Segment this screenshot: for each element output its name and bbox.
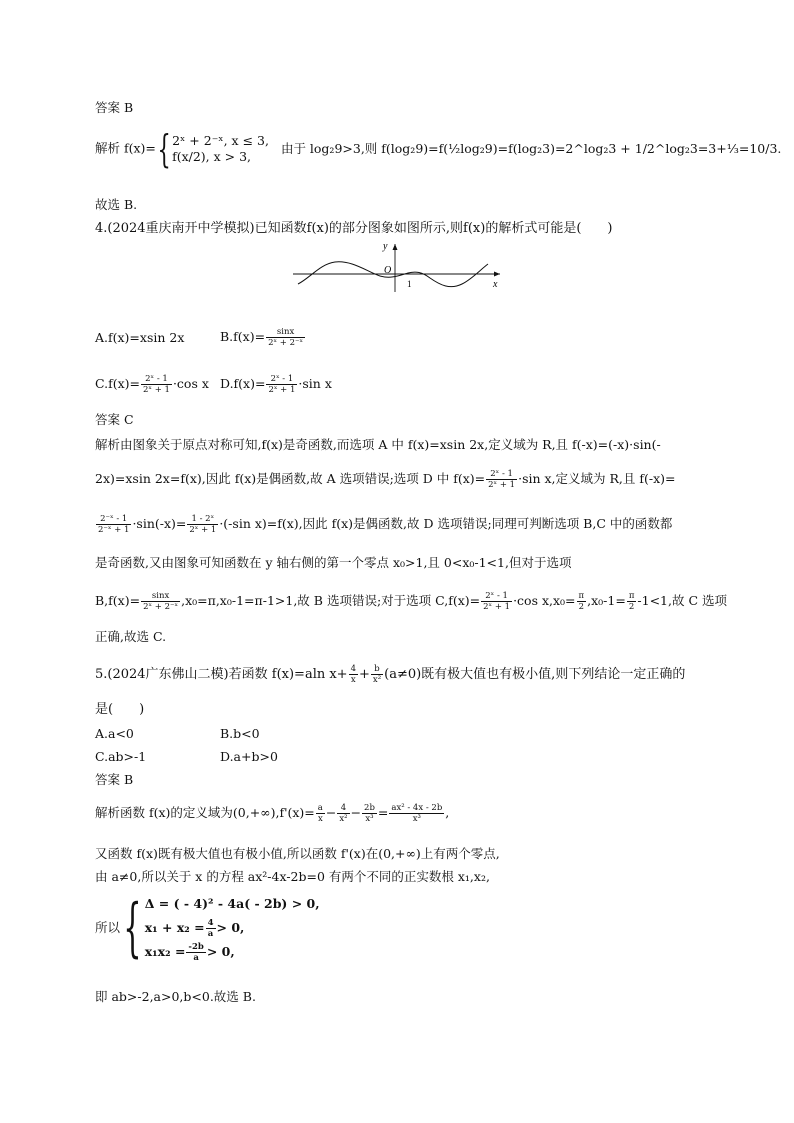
frac-denominator: x³ bbox=[412, 814, 421, 824]
frac-denominator: 2ˣ + 2⁻ˣ bbox=[143, 602, 179, 612]
frac-denominator: a bbox=[193, 953, 199, 963]
frac-numerator: 2ˣ - 1 bbox=[481, 591, 512, 602]
frac-denominator: 2ˣ + 1 bbox=[488, 480, 516, 490]
frac-denominator: 2 bbox=[578, 602, 585, 612]
fraction bbox=[486, 469, 517, 490]
fraction bbox=[96, 514, 131, 535]
frac-denominator: a bbox=[207, 929, 214, 939]
piecewise-cases bbox=[172, 133, 269, 165]
q4-option-d bbox=[220, 374, 332, 395]
frac-numerator: ax² - 4x - 2b bbox=[391, 803, 443, 813]
q3-answer: 答案 B bbox=[95, 100, 134, 115]
q4-option-b-prefix: B.f(x)= bbox=[220, 329, 266, 344]
q5-analysis-line-2: 又函数 f(x)既有极大值也有极小值,所以函数 f'(x)在(0,+∞)上有两个零点, bbox=[95, 846, 500, 861]
frac-denominator: 2ˣ + 1 bbox=[143, 385, 170, 395]
q4-analysis-line-6: 正确,故选 C. bbox=[95, 629, 167, 644]
frac-numerator: 2⁻ˣ - 1 bbox=[96, 514, 131, 525]
text-segment: 所以 bbox=[95, 920, 121, 935]
q5-stem-line-2: 是( ) bbox=[95, 702, 145, 717]
frac-denominator: x² bbox=[339, 814, 348, 824]
q3-analysis bbox=[95, 127, 782, 171]
q5-option-d: D.a+b>0 bbox=[220, 749, 278, 764]
frac-numerator: 2ˣ - 1 bbox=[141, 374, 172, 385]
text-segment: B,f(x)= bbox=[95, 593, 141, 608]
frac-denominator: 2ˣ + 1 bbox=[483, 602, 511, 612]
piece-2: f(x/2), x > 3, bbox=[172, 149, 252, 164]
q4-option-c-suffix: ·cos x bbox=[172, 376, 209, 391]
q4-graph bbox=[290, 240, 505, 295]
y-axis-arrow bbox=[393, 244, 398, 250]
frac-numerator: 2b bbox=[364, 803, 375, 813]
fraction bbox=[577, 591, 587, 612]
frac-denominator: 2⁻ˣ + 1 bbox=[98, 525, 130, 535]
q4-analysis-line-2 bbox=[95, 469, 676, 490]
frac-denominator: 2ˣ + 1 bbox=[268, 385, 296, 395]
text-segment: ·cos x,x₀= bbox=[513, 593, 576, 608]
fraction bbox=[187, 514, 218, 535]
text-segment: x₁x₂ = bbox=[144, 944, 186, 959]
q4-option-b-fraction bbox=[266, 327, 305, 348]
q4-analysis-line-4: 是奇函数,又由图象可知函数在 y 轴右侧的第一个零点 x₀>1,且 0<x₀-1<1,但对于选项 bbox=[95, 555, 572, 570]
fraction bbox=[141, 591, 180, 612]
frac-numerator: 4 bbox=[337, 803, 349, 814]
text-segment: 解析函数 f(x)的定义域为(0,+∞),f'(x)= bbox=[95, 805, 315, 820]
q4-option-c bbox=[95, 374, 209, 395]
q5-analysis-line-1: 解析函数 f(x)的定义域为(0,+∞),f'(x)= $\frac{a}{x}$ − $\frac{4}{\text{x²}}$ − $\frac{2b}{\text{x³}}$ = $\frac{\text{ax² - 4x - 2b}}{\text{x³}}$ , bbox=[95, 803, 450, 824]
frac-numerator: 2ˣ - 1 bbox=[486, 469, 517, 480]
fraction bbox=[337, 803, 349, 824]
q5-option-a: A.a<0 bbox=[95, 726, 134, 741]
q4-option-a: A.f(x)=xsin 2x bbox=[95, 330, 185, 345]
frac-numerator: 4 bbox=[207, 918, 214, 928]
frac-numerator: 4 bbox=[350, 664, 357, 674]
fraction bbox=[186, 942, 205, 963]
q4-analysis-line-5 bbox=[95, 591, 727, 612]
q5-system bbox=[95, 892, 320, 964]
text-segment: (a≠0)既有极大值也有极小值,则下列结论一定正确的 bbox=[384, 667, 686, 682]
fraction bbox=[627, 591, 637, 612]
fraction bbox=[371, 664, 383, 685]
q4-stem: 4.(2024重庆南开中学模拟)已知函数f(x)的部分图象如图所示,则f(x)的解析式可能是( ) bbox=[95, 221, 613, 236]
q4-option-b bbox=[220, 327, 306, 348]
frac-numerator: π bbox=[628, 591, 635, 601]
frac-numerator: sinx bbox=[141, 591, 180, 602]
frac-numerator: -2b bbox=[188, 942, 204, 952]
q4-option-d-prefix: D.f(x)= bbox=[220, 376, 266, 391]
text-segment: 5.(2024广东佛山二模)若函数 f(x)=aln x+ bbox=[95, 667, 348, 682]
fraction bbox=[316, 803, 325, 824]
fraction bbox=[206, 918, 216, 939]
fraction bbox=[362, 803, 377, 824]
fraction bbox=[349, 664, 358, 685]
q4-analysis-line-3 bbox=[95, 514, 672, 535]
q5-stem: 5.(2024广东佛山二模)若函数 f(x)=aln x+ $\frac{4}{x}$ + $\frac{b}{\text{x²}}$ (a≠0)既有极大值也有极小值,则下列结论一定正确的 bbox=[95, 664, 686, 685]
q4-option-d-suffix: ·sin x bbox=[298, 376, 332, 391]
frac-denominator: x² bbox=[372, 675, 382, 685]
q3-conclusion: 故选 B. bbox=[95, 197, 138, 212]
q4-analysis-line-1: 解析由图象关于原点对称可知,f(x)是奇函数,而选项 A 中 f(x)=xsin 2x,定义域为 R,且 f(-x)=(-x)·sin(- bbox=[95, 437, 661, 452]
tick-label-1: 1 bbox=[407, 279, 412, 289]
origin-label: O bbox=[384, 265, 392, 276]
text-segment: 2x)=xsin 2x=f(x),因此 f(x)是偶函数,故 A 选项错误;选项 D 中 f(x)= bbox=[95, 471, 486, 486]
frac-numerator: 2ˣ - 1 bbox=[266, 374, 297, 385]
text-segment: > 0, bbox=[216, 920, 245, 935]
text-segment: ·sin x,定义域为 R,且 f(-x)= bbox=[518, 471, 676, 486]
frac-denominator: 2ˣ + 2⁻ˣ bbox=[268, 338, 304, 348]
frac-denominator: 2 bbox=[628, 602, 635, 612]
condition-3 bbox=[145, 940, 320, 964]
frac-numerator: b bbox=[371, 664, 383, 675]
q4-option-c-fraction bbox=[141, 374, 172, 395]
frac-denominator: x bbox=[350, 675, 356, 685]
frac-denominator: x³ bbox=[365, 814, 374, 824]
q3-analysis-tail: 由于 log₂9>3,则 f(log₂9)=f(½log₂9)=f(log₂3)=2^log₂3 + 1/2^log₂3=3+⅓=10/3. bbox=[280, 140, 782, 156]
x-axis-arrow bbox=[494, 272, 500, 277]
text-segment: ·sin(-x)= bbox=[132, 516, 187, 531]
condition-2 bbox=[145, 916, 320, 940]
frac-numerator: sinx bbox=[266, 327, 305, 338]
frac-numerator: 1 - 2ˣ bbox=[187, 514, 218, 525]
text-segment: ,x₀-1= bbox=[587, 593, 626, 608]
fraction bbox=[389, 803, 444, 824]
q5-answer: 答案 B bbox=[95, 772, 134, 787]
y-axis-label: y bbox=[383, 241, 388, 252]
x-axis-label: x bbox=[493, 279, 498, 290]
system-cases bbox=[145, 892, 320, 964]
q5-analysis-line-3: 由 a≠0,所以关于 x 的方程 ax²-4x-2b=0 有两个不同的正实数根 x₁,x₂, bbox=[95, 869, 490, 884]
q5-option-b: B.b<0 bbox=[220, 726, 260, 741]
text-segment: -1<1,故 C 选项 bbox=[637, 593, 727, 608]
q5-conclusion: 即 ab>-2,a>0,b<0.故选 B. bbox=[95, 989, 256, 1004]
q5-option-c: C.ab>-1 bbox=[95, 749, 147, 764]
piece-1: 2ˣ + 2⁻ˣ, x ≤ 3, bbox=[172, 133, 269, 148]
q4-answer: 答案 C bbox=[95, 412, 134, 427]
text-segment: x₁ + x₂ = bbox=[144, 920, 205, 935]
frac-numerator: a bbox=[317, 803, 323, 813]
q3-analysis-head: 解析 f(x)= bbox=[95, 140, 156, 156]
frac-denominator: 2ˣ + 1 bbox=[189, 525, 217, 535]
condition-1: Δ = ( - 4)² - 4a( - 2b) > 0, bbox=[144, 896, 320, 911]
q4-option-d-fraction bbox=[266, 374, 297, 395]
frac-numerator: π bbox=[578, 591, 585, 601]
text-segment: > 0, bbox=[206, 944, 235, 959]
q4-option-c-prefix: C.f(x)= bbox=[95, 376, 140, 391]
system-brace: { bbox=[123, 891, 142, 965]
piecewise-brace: { bbox=[157, 127, 171, 171]
text-segment: ,x₀=π,x₀-1=π-1>1,故 B 选项错误;对于选项 C,f(x)= bbox=[181, 593, 481, 608]
text-segment: ·(-sin x)=f(x),因此 f(x)是偶函数,故 D 选项错误;同理可判断选项 B,C 中的函数都 bbox=[219, 516, 673, 531]
frac-denominator: x bbox=[317, 814, 323, 824]
fraction bbox=[481, 591, 512, 612]
